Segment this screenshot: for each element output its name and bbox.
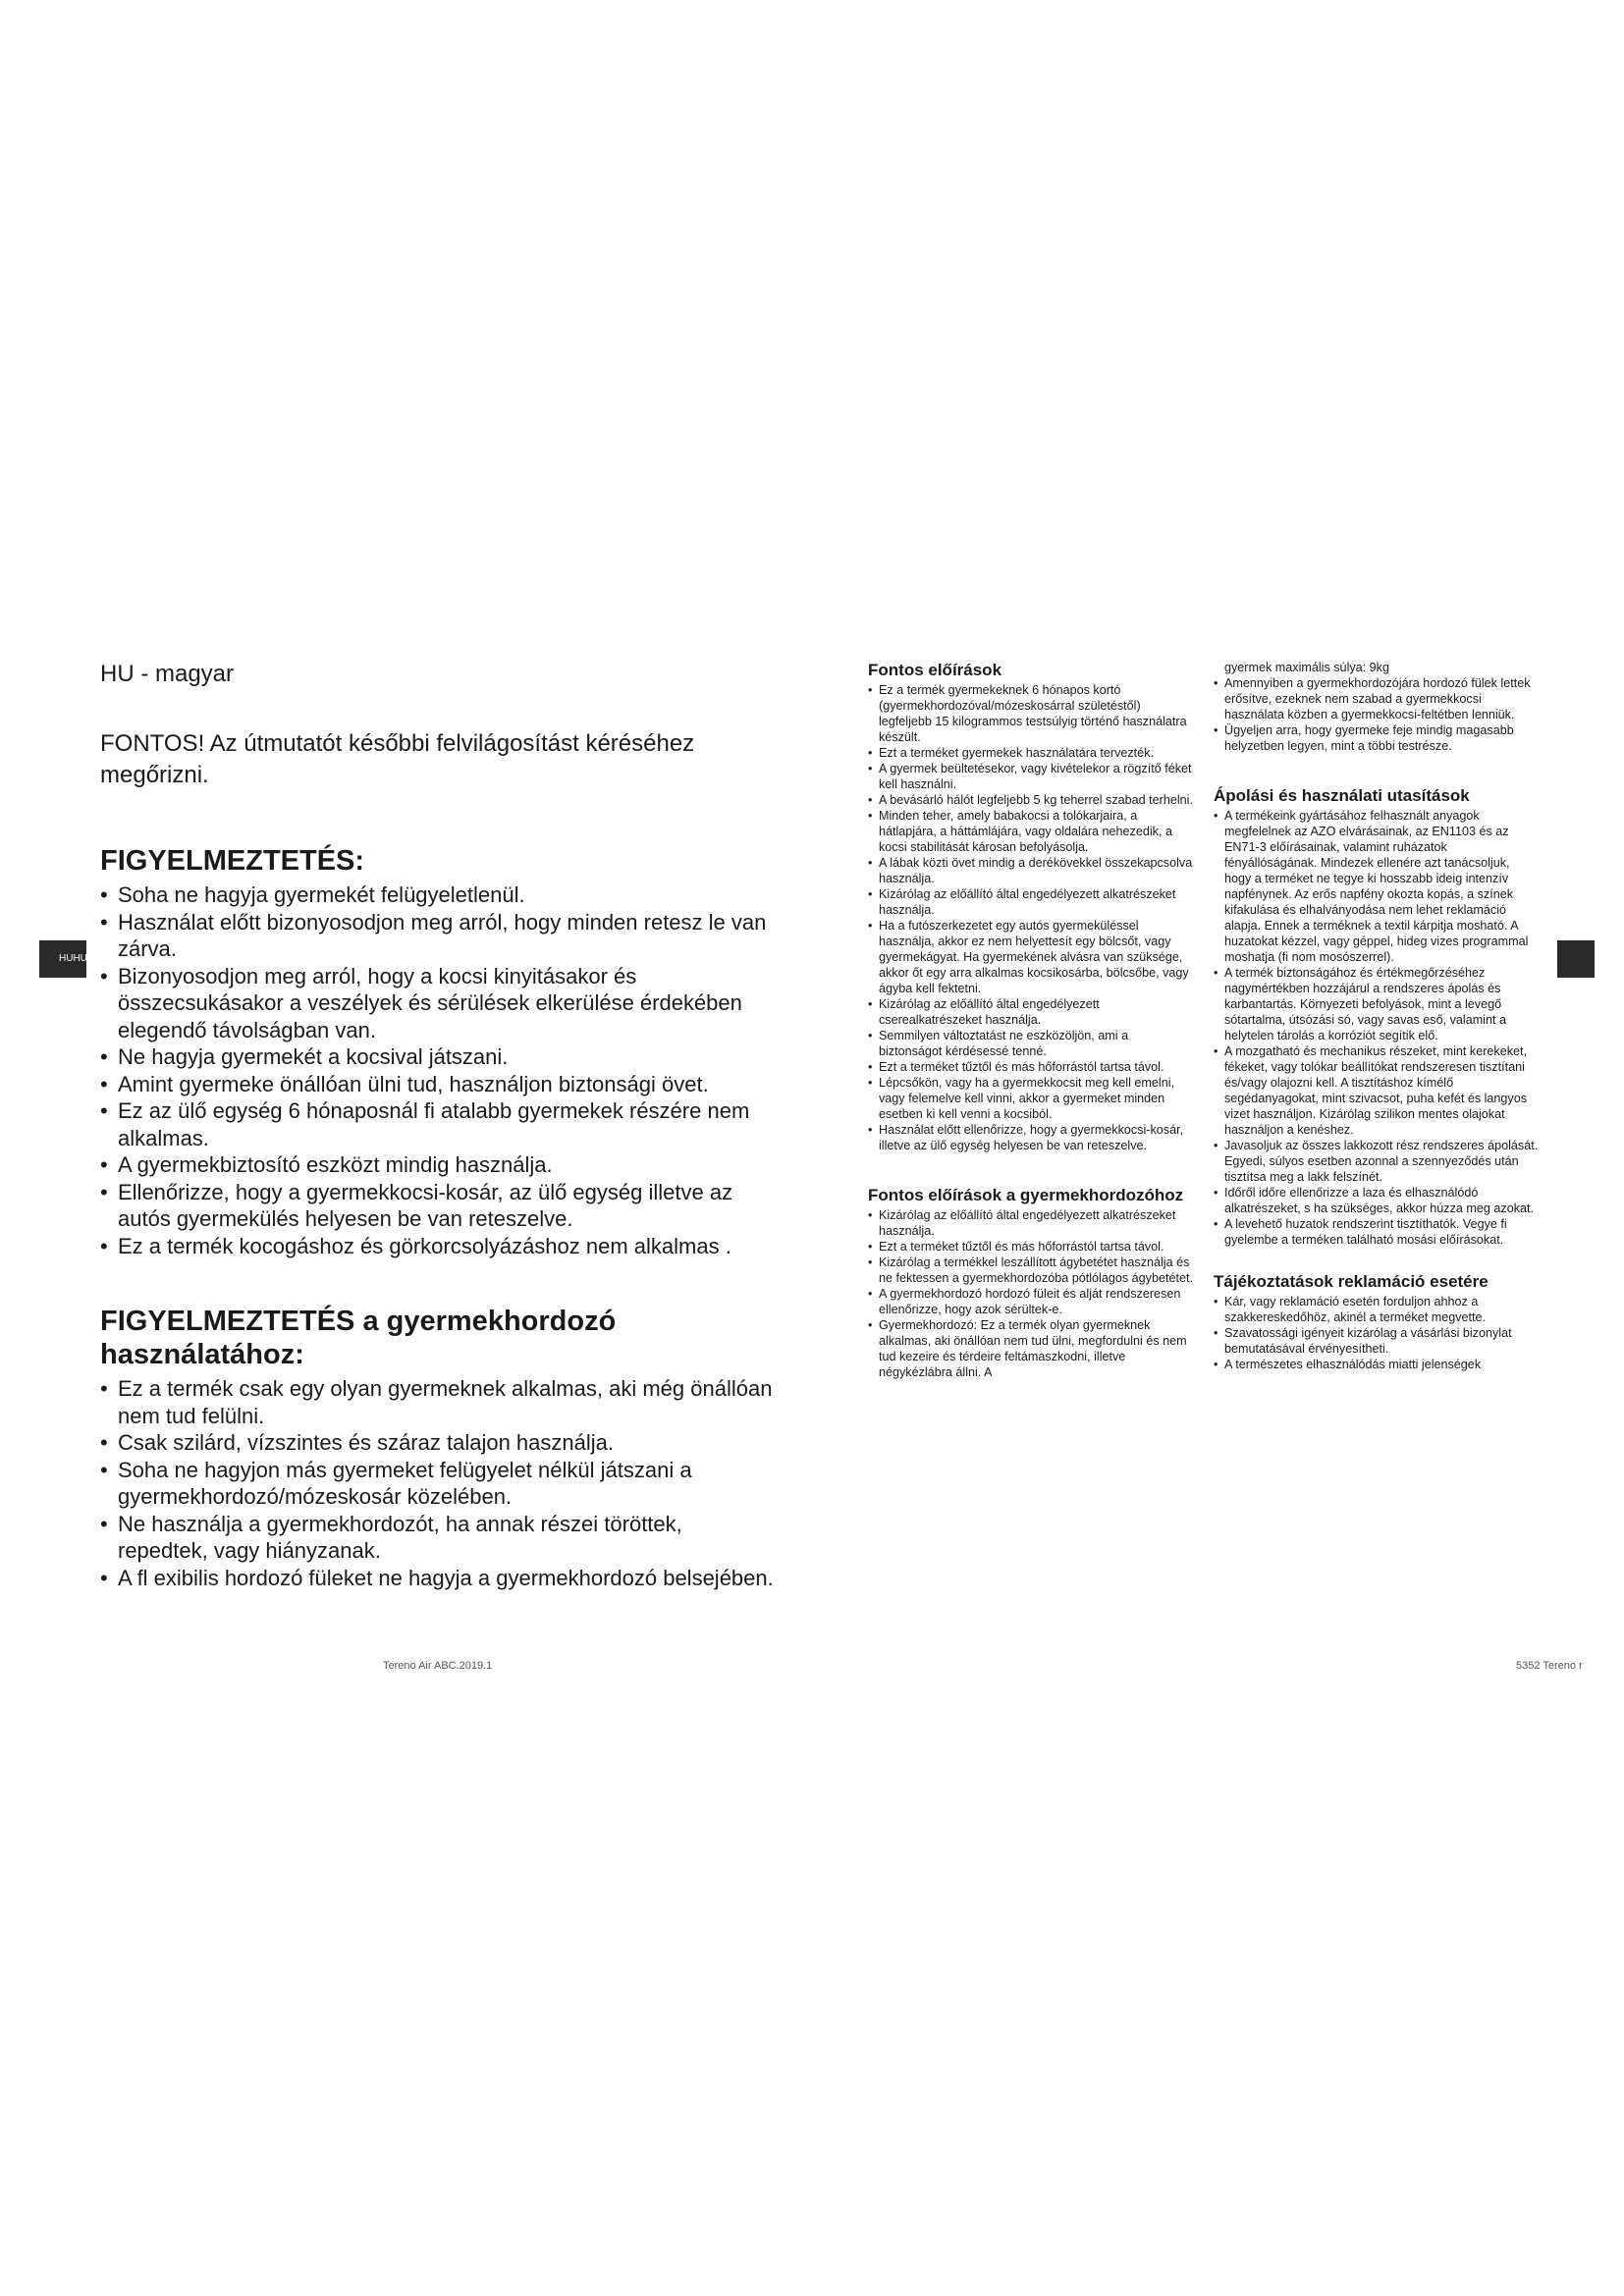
list-item: • Ez a termék gyermekeknek 6 hónapos kortó (gyermekhordozóval/mózeskosárral születéstől) legfeljebb 15 kilogrammos testsúlyig történő használatra készült.: [868, 682, 1194, 745]
list-item: • Kizárólag a termékkel leszállított ágybetétet használja és ne fektessen a gyermekhordozóba pótlólagos ágybetétet.: [868, 1255, 1194, 1286]
care-column: [1214, 660, 1540, 1372]
language-side-tab: [39, 940, 86, 978]
important-rules-column: [868, 660, 1194, 1380]
list-item: • Ezt a terméket gyermekek használatára tervezték.: [868, 745, 1194, 761]
section-heading: Fontos előírások: [868, 661, 1002, 679]
list-item: • Gyermekhordozó: Ez a termék olyan gyermeknek alkalmas, aki önállóan nem tud ülni, megfordulni és nem tud kezeire és térdeire feltámaszkodni, illetve négykézlábra állni. A: [868, 1317, 1194, 1380]
list-item: • Csak szilárd, vízszintes és száraz talajon használja.: [100, 1429, 778, 1457]
list-item: • Időről időre ellenőrizze a laza és elhasználódó alkatrészeket, s ha szükséges, akkor húzza meg azokat.: [1214, 1185, 1540, 1216]
list-item: • Amint gyermeke önállóan ülni tud, használjon biztonsági övet.: [100, 1071, 778, 1098]
list-item: • Ez az ülő egység 6 hónaposnál fi atalabb gyermekek részére nem alkalmas.: [100, 1097, 778, 1151]
list-item: • Javasoljuk az összes lakkozott rész rendszeres ápolását. Egyedi, súlyos esetben azonnal a szennyeződés után tisztítsa meg a lakk felszínét.: [1214, 1138, 1540, 1185]
list-item: • A lábak közti övet mindig a derékövekkel összekapcsolva használja.: [868, 855, 1194, 886]
side-tab-label: HUHU: [59, 953, 87, 964]
list-item: • Ügyeljen arra, hogy gyermeke feje mindig magasabb helyzetben legyen, mint a többi testrésze.: [1214, 722, 1540, 754]
list-item: • Használat előtt ellenőrizze, hogy a gyermekkocsi-kosár, illetve az ülő egység helyesen be van reteszelve.: [868, 1122, 1194, 1153]
section-heading: Fontos előírások a gyermekhordozóhoz: [868, 1186, 1184, 1204]
footer-right: 5352 Tereno r: [1516, 1660, 1583, 1672]
warning-list: [100, 881, 778, 1259]
carrier-continuation-list: [1214, 675, 1540, 754]
footer-left: Tereno Air ABC.2019.1: [383, 1660, 493, 1672]
section-heading: Ápolási és használati utasítások: [1214, 786, 1470, 805]
list-item: • Semmilyen változtatást ne eszközöljön, ami a biztonságot kérdésessé tenné.: [868, 1028, 1194, 1059]
list-item: • Ne használja a gyermekhordozót, ha annak részei töröttek, repedtek, vagy hiányzanak.: [100, 1511, 778, 1565]
list-item: • A fl exibilis hordozó füleket ne hagyja a gyermekhordozó belsejében.: [100, 1565, 778, 1592]
important-rules-list: [868, 682, 1194, 1153]
continuation-text: gyermek maximális súlya: 9kg: [1224, 661, 1389, 674]
list-item: • Amennyiben a gyermekhordozójára hordozó fülek lettek erősítve, ezeknek nem szabad a gyermekkocsi használata közben a gyermekkocsi-feltétben lenniük.: [1214, 675, 1540, 722]
list-item: • A természetes elhasználódás miatti jelenségek: [1214, 1357, 1540, 1372]
list-item: • Ezt a terméket tűztől és más hőforrástól tartsa távol.: [868, 1239, 1194, 1255]
important-notice: FONTOS! Az útmutatót későbbi felvilágosítást kéréséhez megőrizni.: [100, 730, 695, 788]
list-item: • A levehető huzatok rendszerint tisztíthatók. Vegye fi gyelembe a terméken található mosási előírásokat.: [1214, 1216, 1540, 1248]
list-item: • Lépcsőkön, vagy ha a gyermekkocsit meg kell emelni, vagy felemelve kell vinni, akkor a gyermeket minden esetben ki kell venni a kocsiból.: [868, 1075, 1194, 1122]
list-item: • Soha ne hagyja gyermekét felügyeletlenül.: [100, 881, 778, 909]
list-item: • Minden teher, amely babakocsi a tolókarjaira, a hátlapjára, a háttámlájára, vagy oldalára nehezedik, a kocsi stabilitását károsan befolyásolja.: [868, 808, 1194, 855]
list-item: • Kizárólag az előállító által engedélyezett alkatrészeket használja.: [868, 1207, 1194, 1239]
language-title: HU - magyar: [100, 661, 235, 687]
carrier-warning-heading: FIGYELMEZTETÉS a gyermekhordozó használatához:: [100, 1306, 617, 1370]
right-side-tab: [1557, 940, 1595, 978]
list-item: • Ezt a terméket tűztől és más hőforrástól tartsa távol.: [868, 1059, 1194, 1075]
list-item: • Szavatossági igényeit kizárólag a vásárlási bizonylat bemutatásával érvényesítheti.: [1214, 1325, 1540, 1357]
list-item: • Ne hagyja gyermekét a kocsival játszani.: [100, 1043, 778, 1071]
carrier-rules-list: [868, 1207, 1194, 1380]
carrier-warning-list: [100, 1375, 778, 1591]
list-item: • Ellenőrizze, hogy a gyermekkocsi-kosár, az ülő egység illetve az autós gyermekülés helyesen be van reteszelve.: [100, 1179, 778, 1233]
list-item: • A mozgatható és mechanikus részeket, mint kerekeket, fékeket, vagy tolókar beállítókat rendszeresen tisztítani és/vagy olajozni kell. A tisztításhoz kímélő segédanyagokat, mint szivacsot, puha kefét és langyos vizet használjon. Kizárólag szilikon mentes olajokat használjon a kenéshez.: [1214, 1043, 1540, 1138]
care-instructions-list: [1214, 808, 1540, 1248]
list-item: • A gyermek beültetésekor, vagy kivételekor a rögzítő féket kell használni.: [868, 761, 1194, 792]
list-item: • Kizárólag az előállító által engedélyezett cserealkatrészeket használja.: [868, 996, 1194, 1028]
warning-heading: FIGYELMEZTETÉS:: [100, 845, 365, 877]
list-item: • Ha a futószerkezetet egy autós gyermeküléssel használja, akkor ez nem helyettesít egy bölcsőt, vagy gyermekágyat. Ha gyermekének alvásra van szüksége, akkor őt egy arra alkalmas kocsikosárba, bölcsőbe, vagy ágyba kell fektetni.: [868, 918, 1194, 996]
section-heading: Tájékoztatások reklamáció esetére: [1214, 1272, 1489, 1291]
list-item: • A gyermekhordozó hordozó füleit és alját rendszeresen ellenőrizze, hogy azok sérültek-e.: [868, 1286, 1194, 1317]
list-item: • Soha ne hagyjon más gyermeket felügyelet nélkül játszani a gyermekhordozó/mózeskosár közelében.: [100, 1457, 778, 1511]
list-item: • A bevásárló hálót legfeljebb 5 kg teherrel szabad terhelni.: [868, 792, 1194, 808]
complaint-info-list: [1214, 1294, 1540, 1372]
list-item: • Bizonyosodjon meg arról, hogy a kocsi kinyitásakor és összecsukásakor a veszélyek és sérülések elkerülése érdekében elegendő távolságban van.: [100, 963, 778, 1044]
list-item: • A termék biztonságához és értékmegőrzéséhez nagymértékben hozzájárul a rendszeres ápolás és karbantartás. Környezeti befolyások, mint a levegő sótartalma, útsózási só, vagy savas eső, valamint a helytelen tárolás a korróziót segítik elő.: [1214, 965, 1540, 1043]
list-item: • A gyermekbiztosító eszközt mindig használja.: [100, 1151, 778, 1179]
list-item: • Kár, vagy reklamáció esetén forduljon ahhoz a szakkereskedőhöz, akinél a terméket megvette.: [1214, 1294, 1540, 1325]
list-item: • Kizárólag az előállító által engedélyezett alkatrészeket használja.: [868, 886, 1194, 918]
list-item: • Használat előtt bizonyosodjon meg arról, hogy minden retesz le van zárva.: [100, 909, 778, 963]
list-item: • Ez a termék kocogáshoz és görkorcsolyázáshoz nem alkalmas .: [100, 1233, 778, 1260]
list-item: • A termékeink gyártásához felhasznált anyagok megfelelnek az AZO elvárásainak, az EN1103 és az EN71-3 előírásainak, valamint ruházatok fényállóságának. Mindezek ellenére azt tanácsoljuk, hogy a terméket ne tegye ki hosszabb ideig intenzív napfénynek. Az erős napfény okozta kopás, a színek kifakulása és elhalványodása nem lehet reklamáció alapja. Ennek a terméknek a textil kárpitja mosható. A huzatokat kézzel, vagy géppel, hideg vizes programmal moshatja (fi nom mosószerrel).: [1214, 808, 1540, 965]
list-item: • Ez a termék csak egy olyan gyermeknek alkalmas, aki még önállóan nem tud felülni.: [100, 1375, 778, 1429]
left-page-content: [100, 660, 778, 1636]
